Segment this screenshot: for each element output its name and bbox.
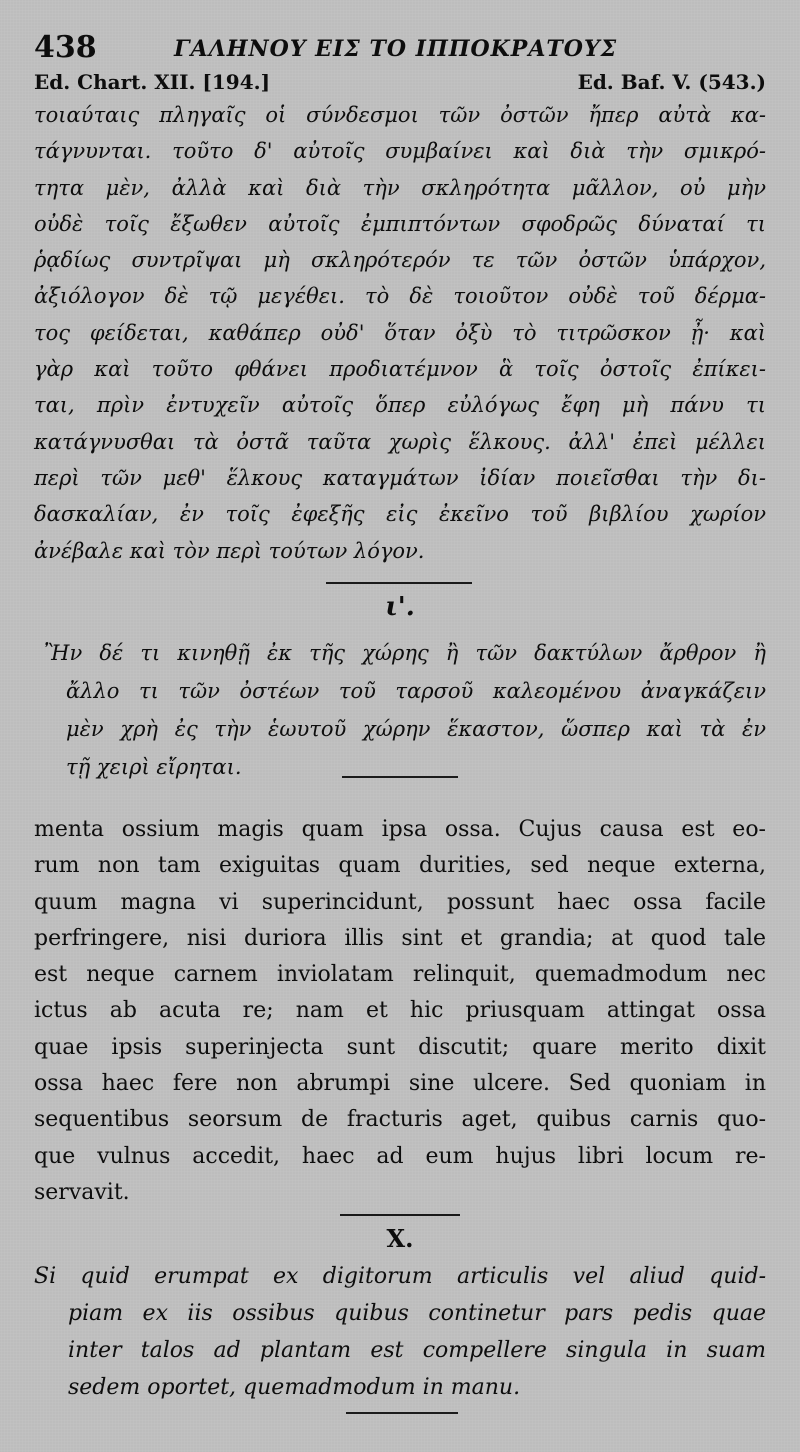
latin-text-line: sedem oportet, quemadmodum in manu.	[68, 1375, 521, 1400]
latin-commentary-line: sequentibus seorsum de fracturis aget, quibus carnis quo-	[34, 1107, 766, 1133]
greek-commentary	[34, 97, 766, 569]
latin-section-number: X.	[386, 1224, 414, 1253]
latin-commentary-line: quum magna vi superincidunt, possunt haec ossa facile	[34, 889, 766, 915]
latin-text-line: Si quid erumpat ex digitorum articulis vel aliud quid-	[34, 1264, 766, 1289]
latin-text-line: inter talos ad plantam est compellere singula in suam	[68, 1338, 766, 1363]
latin-commentary-line: servavit.	[34, 1179, 130, 1205]
greek-text-line: τῇ χειρὶ εἴρηται.	[66, 755, 242, 779]
greek-text-line: Ἢν δέ τι κινηθῇ ἐκ τῆς χώρης ἢ τῶν δακτύλων ἄρθρον ἢ	[44, 641, 766, 665]
greek-commentary-line: τοιαύταις πληγαῖς οἱ σύνδεσμοι τῶν ὀστῶν ἤπερ αὐτὰ κα-	[34, 103, 766, 127]
latin-commentary	[34, 812, 766, 1211]
greek-commentary-line: κατάγνυσθαι τὰ ὀστᾶ ταῦτα χωρὶς ἕλκους. ἀλλ' ἐπεὶ μέλλει	[34, 429, 766, 454]
section-divider	[342, 776, 458, 778]
greek-commentary-line: ῥᾳδίως συντρῖψαι μὴ σκληρότερόν τε τῶν ὀστῶν ὑπάρχον,	[34, 248, 766, 273]
greek-commentary-line: γὰρ καὶ τοῦτο φθάνει προδιατέμνον ἃ τοῖς ὀστοῖς ἐπίκει-	[34, 357, 766, 382]
greek-commentary-line: περὶ τῶν μεθ' ἕλκους καταγμάτων ἰδίαν ποιεῖσθαι τὴν δι-	[34, 465, 766, 490]
greek-commentary-line: ται, πρὶν ἐντυχεῖν αὐτοῖς ὅπερ εὐλόγως ἔφη μὴ πάνυ τι	[34, 393, 766, 418]
greek-commentary-line: τάγνυνται. τοῦτο δ' αὐτοῖς συμβαίνει καὶ διὰ τὴν σμικρό-	[34, 139, 766, 164]
latin-commentary-line: ictus ab acuta re; nam et hic priusquam attingat ossa	[34, 998, 766, 1024]
greek-section-number: ι'.	[385, 592, 415, 622]
section-divider	[346, 1412, 458, 1414]
latin-commentary-line: menta ossium magis quam ipsa ossa. Cujus causa est eo-	[34, 817, 766, 842]
latin-commentary-line: rum non tam exiguitas quam durities, sed neque externa,	[34, 853, 766, 879]
greek-hippocratic-text	[44, 634, 766, 786]
section-divider	[326, 582, 472, 584]
section-divider	[340, 1214, 460, 1216]
latin-commentary-line: ossa haec fere non abrumpi sine ulcere. Sed quoniam in	[34, 1071, 766, 1097]
greek-commentary-line: ἀξιόλογον δὲ τῷ μεγέθει. τὸ δὲ τοιοῦτον οὐδὲ τοῦ δέρμα-	[34, 284, 766, 309]
latin-commentary-line: quae ipsis superinjecta sunt discutit; quare merito dixit	[34, 1034, 766, 1060]
greek-text-line: ἄλλο τι τῶν ὀστέων τοῦ ταρσοῦ καλεομένου ἀναγκάζειν	[66, 679, 766, 703]
edition-references	[34, 70, 766, 100]
edition-ref-chartier: Ed. Chart. XII. [194.]	[34, 70, 271, 94]
page-header	[34, 28, 766, 68]
greek-commentary-line: τος φείδεται, καθάπερ οὐδ' ὅταν ὀξὺ τὸ τιτρῶσκον ᾖ· καὶ	[34, 320, 766, 345]
running-title: ΓΑΛΗΝΟΥ ΕΙΣ ΤΟ ΙΠΠΟΚΡΑΤΟΥΣ	[174, 36, 618, 62]
edition-ref-basel: Ed. Baf. V. (543.)	[577, 70, 766, 94]
greek-commentary-line: τητα μὲν, ἀλλὰ καὶ διὰ τὴν σκληρότητα μᾶλλον, οὐ μὴν	[34, 175, 766, 200]
greek-commentary-line: δασκαλίαν, ἐν τοῖς ἐφεξῆς εἰς ἐκεῖνο τοῦ βιβλίου χωρίον	[34, 502, 766, 527]
greek-commentary-line: οὐδὲ τοῖς ἔξωθεν αὐτοῖς ἐμπιπτόντων σφοδρῶς δύναταί τι	[34, 211, 766, 236]
latin-hippocratic-text	[34, 1258, 766, 1406]
latin-commentary-line: est neque carnem inviolatam relinquit, quemadmodum nec	[34, 962, 766, 988]
greek-text-line: μὲν χρὴ ἐς τὴν ἑωυτοῦ χώρην ἕκαστον, ὥσπερ καὶ τὰ ἐν	[66, 717, 766, 741]
latin-commentary-line: perfringere, nisi duriora illis sint et grandia; at quod tale	[34, 925, 766, 951]
latin-commentary-line: que vulnus accedit, haec ad eum hujus libri locum re-	[34, 1143, 766, 1169]
page-number: 438	[34, 30, 97, 65]
greek-commentary-line: ἀνέβαλε καὶ τὸν περὶ τούτων λόγον.	[34, 538, 425, 563]
latin-text-line: piam ex iis ossibus quibus continetur pars pedis quae	[68, 1301, 766, 1326]
